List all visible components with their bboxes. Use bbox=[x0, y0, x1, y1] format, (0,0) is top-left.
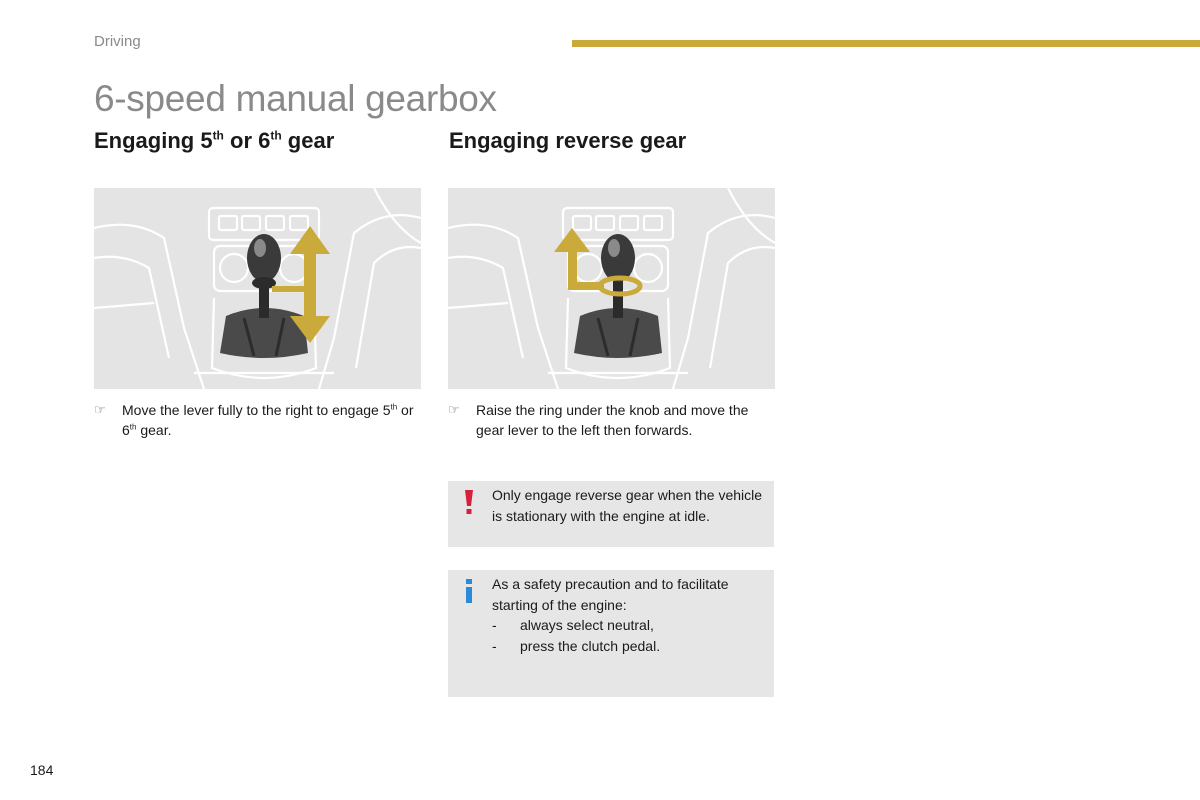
section-label: Driving bbox=[94, 33, 141, 50]
header-accent-bar bbox=[572, 40, 1200, 47]
left-step-text: Move the lever fully to the right to engage 5th or 6th gear. bbox=[122, 402, 414, 438]
warning-note bbox=[448, 481, 774, 547]
right-section-title: Engaging reverse gear bbox=[449, 128, 687, 153]
pointing-hand-icon: ☞ bbox=[94, 402, 106, 417]
reverse-gear-illustration bbox=[448, 188, 775, 389]
left-section-title: Engaging 5th or 6th gear bbox=[94, 128, 335, 153]
info-intro: As a safety precaution and to facilitate starting of the engine: bbox=[492, 576, 729, 613]
shift-5th-6th-illustration bbox=[94, 188, 421, 389]
info-icon bbox=[462, 578, 476, 604]
page-title: 6-speed manual gearbox bbox=[94, 78, 497, 119]
info-note bbox=[448, 570, 774, 697]
list-item: - always select neutral, bbox=[492, 617, 654, 633]
info-text bbox=[492, 574, 772, 656]
exclamation-icon bbox=[462, 489, 476, 515]
page-number: 184 bbox=[30, 762, 54, 778]
list-item: - press the clutch pedal. bbox=[492, 637, 661, 654]
pointing-hand-icon: ☞ bbox=[448, 402, 460, 417]
warning-text: Only engage reverse gear when the vehicle is stationary with the engine at idle. bbox=[492, 487, 763, 524]
right-step-text: Raise the ring under the knob and move the gear lever to the left then forwards. bbox=[476, 402, 749, 438]
